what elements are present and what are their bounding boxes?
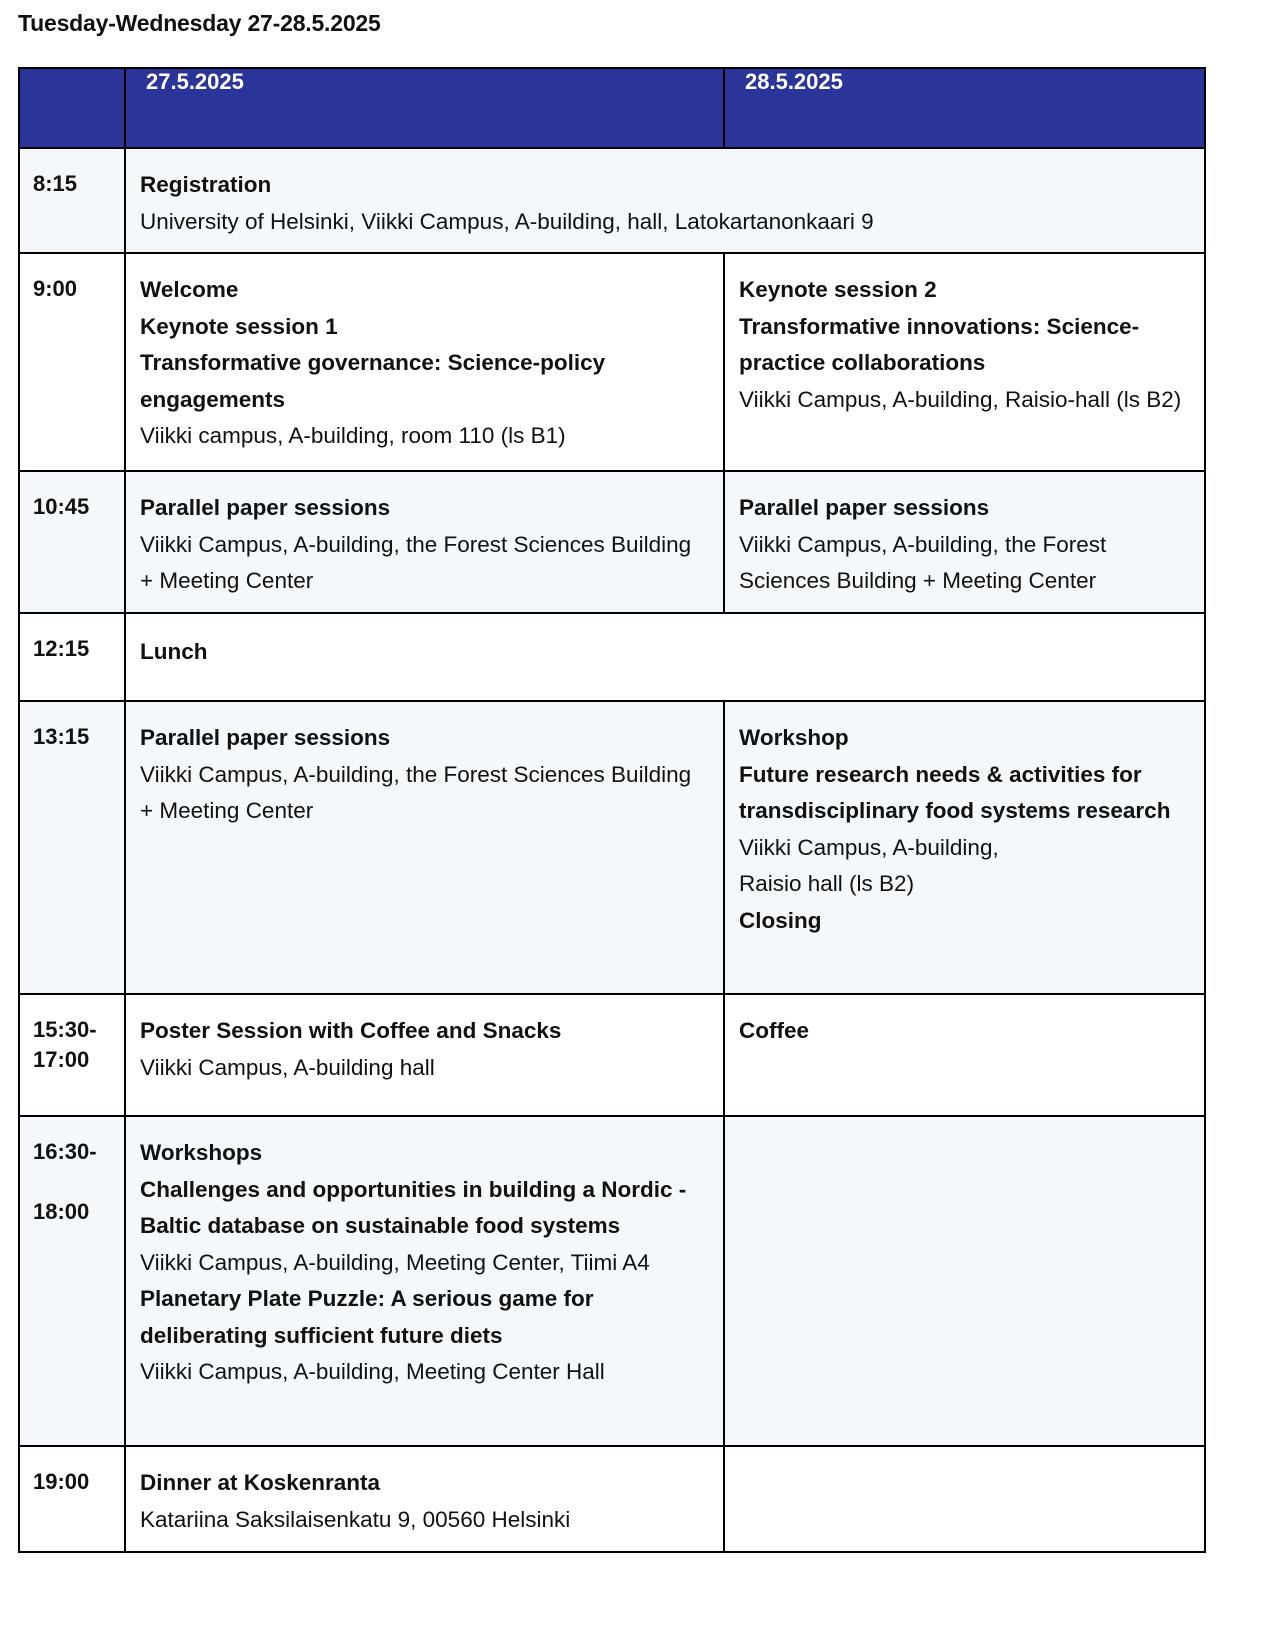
event-cell-day1 [125,701,724,994]
event-location-room: Raisio hall (ls B2) [739,871,915,896]
time-cell [19,148,125,253]
workshop-1-location: Viikki Campus, A-building, Meeting Center, Tiimi A4 [140,1249,650,1275]
time-cell [19,994,125,1116]
time-label-end: 17:00 [33,1047,90,1072]
event-location: Viikki Campus, A-building, the Forest Sciences Building + Meeting Center [140,761,692,823]
header-day1-label: 27.5.2025 [146,69,244,94]
time-label-start: 15:30- [33,1017,97,1042]
schedule-row [19,1446,1205,1552]
time-label-start: 16:30- [33,1139,97,1164]
event-cell-span [125,148,1205,253]
time-cell [19,1446,125,1552]
event-cell-day2-empty [724,1116,1205,1446]
time-cell [19,471,125,613]
event-title: Parallel paper sessions [140,725,391,750]
event-title: Registration [140,172,272,197]
schedule-row [19,701,1205,994]
event-location: Viikki Campus, A-building, the Forest Sciences Building + Meeting Center [739,531,1107,593]
header-day1 [125,68,724,148]
event-location: Viikki Campus, A-building, Raisio-hall (ls B2) [739,386,1182,412]
event-cell-span [125,613,1205,701]
time-label: 10:45 [33,494,90,519]
header-time-cell [19,68,125,148]
event-cell-day2 [724,471,1205,613]
time-label: 12:15 [33,636,90,661]
schedule-row [19,994,1205,1116]
event-title: Dinner at Koskenranta [140,1470,381,1495]
event-cell-day1 [125,994,724,1116]
event-closing: Closing [739,907,822,933]
workshop-1-title: Challenges and opportunities in building a Nordic - Baltic database on sustainable food systems [140,1176,687,1238]
event-location: Viikki campus, A-building, room 110 (ls B1) [140,423,566,448]
schedule-table [18,67,1206,1553]
event-cell-day1 [125,471,724,613]
event-topic: Transformative governance: Science-policy engagements [140,350,606,412]
event-title: Workshops [140,1140,263,1165]
event-title: Welcome [140,277,239,302]
schedule-row [19,471,1205,613]
event-title: Poster Session with Coffee and Snacks [140,1018,562,1043]
event-cell-day1 [125,1116,724,1446]
event-cell-day2-empty [724,1446,1205,1552]
time-label: 9:00 [33,276,78,301]
page-title: Tuesday-Wednesday 27-28.5.2025 [18,10,381,36]
event-title: Keynote session 2 [739,277,937,302]
time-label: 19:00 [33,1469,90,1494]
event-title: Parallel paper sessions [739,495,990,520]
event-title: Parallel paper sessions [140,495,391,520]
event-title: Workshop [739,725,849,750]
event-title: Coffee [739,1018,810,1043]
time-cell [19,701,125,994]
workshop-2-location: Viikki Campus, A-building, Meeting Center Hall [140,1359,605,1384]
time-cell [19,613,125,701]
event-location: Viikki Campus, A-building, the Forest Sciences Building + Meeting Center [140,531,692,593]
event-location: Katariina Saksilaisenkatu 9, 00560 Helsinki [140,1506,571,1532]
schedule-row [19,1116,1205,1446]
event-topic: Future research needs & activities for transdisciplinary food systems research [739,761,1171,823]
event-title: Lunch [140,639,208,664]
header-row [19,68,1205,148]
event-location: Viikki Campus, A-building hall [140,1054,435,1080]
event-cell-day1 [125,1446,724,1552]
time-label: 8:15 [33,171,78,196]
event-topic: Transformative innovations: Science-practice collaborations [739,313,1140,375]
event-cell-day2 [724,701,1205,994]
time-cell [19,1116,125,1446]
schedule-row [19,613,1205,701]
time-label-end: 18:00 [33,1199,90,1224]
time-cell [19,253,125,471]
header-day2-label: 28.5.2025 [745,69,843,94]
workshop-2-title: Planetary Plate Puzzle: A serious game for deliberating sufficient future diets [140,1286,594,1348]
event-location: University of Helsinki, Viikki Campus, A-building, hall, Latokartanonkaari 9 [140,208,874,234]
event-location: Viikki Campus, A-building, [739,834,999,860]
schedule-row [19,253,1205,471]
schedule-row [19,148,1205,253]
event-cell-day1 [125,253,724,471]
event-cell-day2 [724,253,1205,471]
time-label: 13:15 [33,724,90,749]
event-subtitle: Keynote session 1 [140,313,338,339]
header-day2 [724,68,1205,148]
event-cell-day2 [724,994,1205,1116]
